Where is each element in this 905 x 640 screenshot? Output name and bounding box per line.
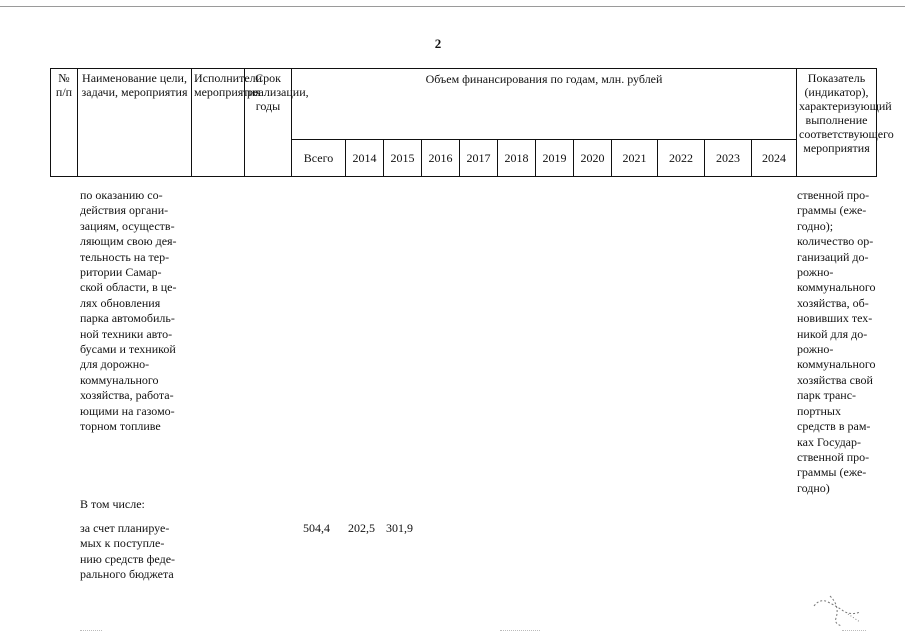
measure-line: ской области, в це- [80,280,177,295]
header-total: Всего [292,140,346,177]
federal-line: за счет планируе- [80,521,170,535]
measure-line: лях обновления [80,295,161,310]
header-year: 2015 [384,140,422,177]
measure-line: зациям, осуществ- [80,218,175,233]
handwritten-mark [808,588,878,628]
header-year: 2016 [422,140,460,177]
header-term: Срок реализации, годы [245,69,292,177]
indicator-line: рожно- [797,265,834,280]
indicator-line: хозяйства, об- [797,295,869,310]
indicator-line: новивших тех- [797,311,873,326]
measure-line: торном топливе [80,419,161,434]
header-name: Наименование цели, задачи, мероприятия [78,69,192,177]
indicator-line: портных [797,403,841,418]
measure-line: тельность на тер- [80,249,170,264]
indicator-line: ках Государ- [797,434,861,449]
indicator-line: коммунального [797,357,876,372]
federal-line: мых к поступле- [80,536,165,551]
indicator-line: рожно- [797,342,834,357]
indicator-line: граммы (еже- [797,203,867,218]
scan-artifact [80,630,102,632]
indicator-line: ственной про- [797,188,870,202]
federal-2014-value: 202,5 [348,521,375,535]
federal-2015-value: 301,9 [386,521,413,535]
header-year: 2020 [574,140,612,177]
measure-description [80,188,190,435]
page-top-edge [0,6,905,7]
indicator-line: годно); [797,218,834,233]
measure-line: для дорожно- [80,357,150,372]
measure-line: по оказанию со- [80,188,163,202]
measure-line: ной техники авто- [80,326,173,341]
header-year: 2014 [346,140,384,177]
federal-total-value: 504,4 [303,521,330,535]
indicator-line: парк транс- [797,388,857,403]
header-year: 2017 [460,140,498,177]
federal-line: рального бюджета [80,567,174,582]
financing-table-header [50,68,894,177]
measure-line: хозяйства, работа- [80,388,174,403]
measure-line: бусами и техникой [80,342,176,357]
indicator-line: количество ор- [797,234,874,249]
indicator-line: средств в рам- [797,419,871,434]
indicator-line: никой для до- [797,326,868,341]
measure-line: ющими на газомо- [80,403,175,418]
scan-artifact [500,630,540,632]
federal-budget-description [80,521,190,583]
indicator-line: ственной про- [797,449,870,464]
indicator-line: годно) [797,480,830,495]
header-indicator: Показатель (индикатор), характеризующий выполнение соответствующего мероприятия [797,69,877,177]
header-year: 2024 [752,140,797,177]
indicator-line: ганизаций до- [797,249,869,264]
header-year: 2022 [658,140,705,177]
measure-line: ляющим свою дея- [80,234,177,249]
header-number: № п/п [51,69,78,177]
subheading-including: В том числе: [80,497,145,511]
indicator-line: граммы (еже- [797,465,867,480]
measure-line: коммунального [80,372,159,387]
header-year: 2018 [498,140,536,177]
header-financing: Объем финансирования по годам, млн. рублей [292,69,797,140]
header-year: 2019 [536,140,574,177]
measure-line: парка автомобиль- [80,311,175,326]
indicator-description [797,188,883,496]
header-executors: Исполнители мероприятия [192,69,245,177]
measure-line: ритории Самар- [80,265,162,280]
measure-line: действия органи- [80,203,169,218]
indicator-line: коммунального [797,280,876,295]
header-year: 2023 [705,140,752,177]
indicator-line: хозяйства свой [797,372,873,387]
federal-line: нию средств феде- [80,551,176,566]
header-year: 2021 [612,140,658,177]
page-number: 2 [434,36,442,51]
scan-artifact [842,630,866,632]
